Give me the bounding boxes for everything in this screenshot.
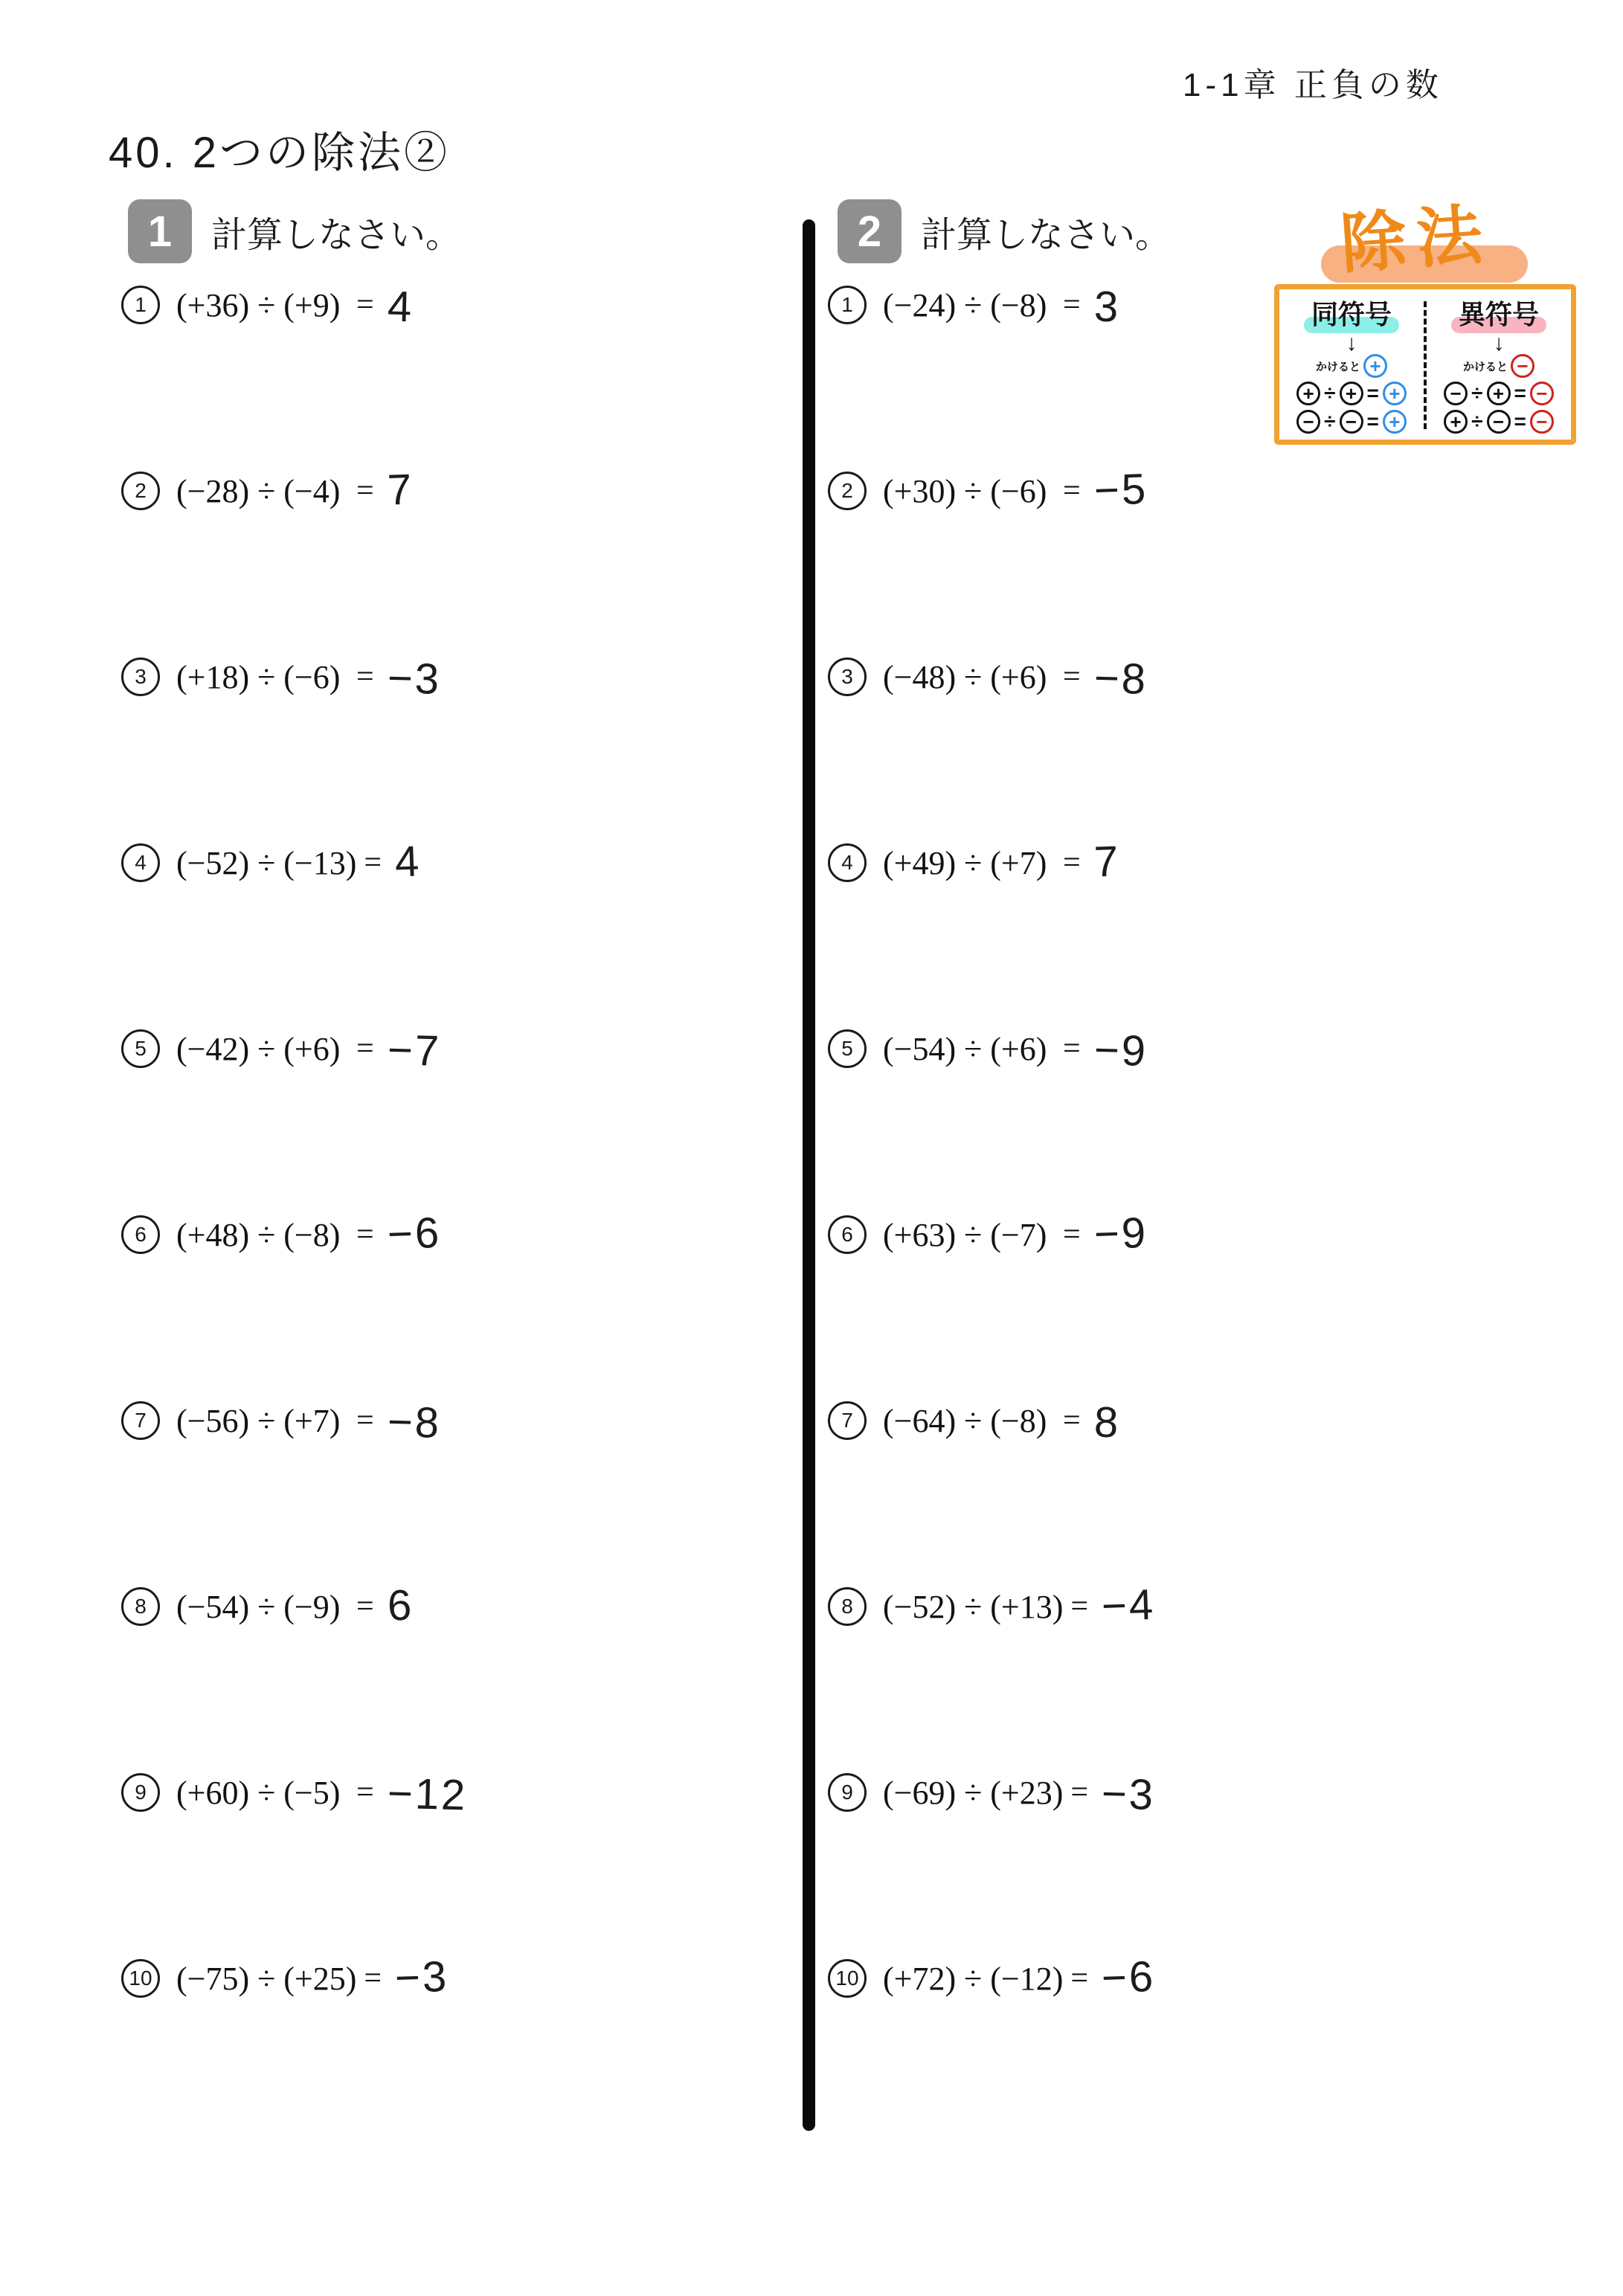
- handwritten-answer: −7: [386, 1025, 442, 1075]
- problem-number: 1: [828, 286, 867, 324]
- same-sign-column: [1279, 289, 1424, 440]
- section-2-badge: 2: [838, 199, 902, 263]
- arrow-down-icon: ↓: [1493, 331, 1505, 356]
- problem-number: 4: [828, 843, 867, 882]
- problem-number: 9: [828, 1773, 867, 1812]
- plus-circle-icon: +: [1383, 410, 1407, 434]
- chapter-header: 1-1章 正負の数: [1183, 67, 1443, 103]
- minus-circle-icon: −: [1530, 382, 1554, 405]
- problem-row-1-3: [121, 646, 441, 708]
- problem-expression: (−64) ÷ (−8): [883, 1402, 1047, 1439]
- kakeru-label: かけると: [1462, 360, 1508, 373]
- problem-expression: (+36) ÷ (+9): [176, 286, 341, 324]
- handwritten-answer: −4: [1100, 1580, 1157, 1630]
- equals-sign: =: [364, 1961, 382, 1996]
- problem-row-2-8: [828, 1575, 1155, 1638]
- minus-circle-icon: −: [1487, 410, 1511, 434]
- problem-row-2-9: [828, 1761, 1155, 1824]
- problem-row-1-9: [121, 1761, 467, 1824]
- problem-number: 6: [121, 1215, 160, 1254]
- handwritten-answer: −8: [386, 1397, 442, 1447]
- diff-sign-result: [1463, 354, 1534, 378]
- problem-expression: (−52) ÷ (+13): [883, 1588, 1064, 1625]
- division-rule-box: [1274, 284, 1576, 445]
- problem-expression: (+60) ÷ (−5): [176, 1774, 341, 1811]
- minus-circle-icon: −: [1511, 354, 1534, 378]
- handwritten-answer: 6: [386, 1580, 415, 1630]
- diff-sign-column: [1427, 289, 1571, 440]
- minus-circle-icon: −: [1444, 382, 1468, 405]
- section-1-header: [128, 199, 461, 263]
- problem-expression: (−75) ÷ (+25): [176, 1960, 357, 1997]
- tip-title: 除法: [1338, 196, 1495, 281]
- equals-sign: =: [1063, 846, 1081, 880]
- problem-number: 10: [828, 1959, 867, 1998]
- diff-sign-heading: [1454, 294, 1543, 332]
- problem-number: 6: [828, 1215, 867, 1254]
- plus-circle-icon: +: [1340, 382, 1363, 405]
- handwritten-answer: −9: [1093, 1208, 1148, 1258]
- divide-sign: ÷: [1471, 410, 1483, 433]
- same-sign-result: [1316, 354, 1387, 378]
- handwritten-answer: −3: [386, 653, 442, 704]
- problem-expression: (−54) ÷ (−9): [176, 1588, 341, 1625]
- problem-number: 10: [121, 1959, 160, 1998]
- equals-sign: =: [1063, 288, 1081, 322]
- page-title: 40. 2つの除法②: [109, 129, 450, 177]
- divide-sign: ÷: [1324, 382, 1336, 405]
- same-sign-rule-1: [1296, 382, 1407, 405]
- equals-sign: =: [356, 1218, 374, 1252]
- problem-row-2-6: [828, 1203, 1148, 1266]
- kakeru-label: かけると: [1315, 360, 1360, 373]
- plus-circle-icon: +: [1296, 382, 1320, 405]
- problem-row-1-5: [121, 1017, 441, 1080]
- plus-circle-icon: +: [1363, 354, 1387, 378]
- problem-expression: (+18) ÷ (−6): [176, 658, 341, 695]
- equals-sign: =: [356, 1032, 374, 1066]
- problem-row-1-8: [121, 1575, 414, 1638]
- handwritten-answer: 4: [386, 282, 414, 331]
- problem-number: 9: [121, 1773, 160, 1812]
- handwritten-answer: −6: [386, 1208, 442, 1258]
- equals-sign: =: [1070, 1589, 1089, 1624]
- equals-sign: =: [1366, 410, 1379, 433]
- problem-expression: (+30) ÷ (−6): [883, 472, 1047, 509]
- problem-expression: (−56) ÷ (+7): [176, 1402, 341, 1439]
- handwritten-answer: 7: [1093, 836, 1122, 887]
- problem-row-1-10: [121, 1947, 449, 2010]
- problem-row-1-6: [121, 1203, 441, 1266]
- problem-number: 5: [828, 1029, 867, 1068]
- same-sign-heading: [1307, 294, 1396, 332]
- problem-number: 7: [828, 1401, 867, 1440]
- divide-sign: ÷: [1471, 382, 1483, 405]
- divide-sign: ÷: [1324, 410, 1336, 433]
- diff-sign-rule-2: [1444, 410, 1554, 434]
- diff-sign-rule-1: [1444, 382, 1554, 405]
- problem-row-2-4: [828, 832, 1120, 894]
- handwritten-answer: −3: [393, 1952, 450, 2002]
- equals-sign: =: [1063, 1403, 1081, 1438]
- minus-circle-icon: −: [1530, 410, 1554, 434]
- handwritten-answer: 4: [393, 836, 422, 887]
- problem-row-2-2: [828, 460, 1148, 522]
- problem-expression: (+72) ÷ (−12): [883, 1960, 1064, 1997]
- problem-number: 7: [121, 1401, 160, 1440]
- handwritten-answer: −6: [1100, 1952, 1157, 2002]
- handwritten-answer: −8: [1093, 653, 1148, 704]
- equals-sign: =: [356, 660, 374, 694]
- equals-sign: =: [1366, 382, 1379, 405]
- plus-circle-icon: +: [1383, 382, 1407, 405]
- problem-expression: (−48) ÷ (+6): [883, 658, 1047, 695]
- problem-expression: (−54) ÷ (+6): [883, 1030, 1047, 1067]
- problem-number: 4: [121, 843, 160, 882]
- problem-number: 1: [121, 286, 160, 324]
- problem-expression: (+49) ÷ (+7): [883, 844, 1047, 881]
- minus-circle-icon: −: [1340, 410, 1363, 434]
- handwritten-answer: 7: [386, 464, 415, 515]
- equals-sign: =: [364, 846, 382, 880]
- problem-number: 2: [121, 472, 160, 510]
- problem-number: 8: [121, 1587, 160, 1626]
- equals-sign: =: [356, 1775, 374, 1810]
- equals-sign: =: [1070, 1961, 1089, 1996]
- handwritten-answer: 3: [1093, 282, 1121, 331]
- diff-sign-heading-label: 異符号: [1458, 299, 1539, 329]
- section-1-instruction: 計算しなさい。: [211, 215, 462, 255]
- problem-expression: (−24) ÷ (−8): [883, 286, 1047, 324]
- problem-expression: (−52) ÷ (−13): [176, 844, 357, 881]
- equals-sign: =: [1063, 1032, 1081, 1066]
- problem-number: 5: [121, 1029, 160, 1068]
- equals-sign: =: [1063, 1218, 1081, 1252]
- section-1-badge: 1: [128, 199, 192, 263]
- equals-sign: =: [1514, 410, 1526, 433]
- problem-expression: (−69) ÷ (+23): [883, 1774, 1064, 1811]
- section-2-header: [838, 199, 1171, 263]
- same-sign-rule-2: [1296, 410, 1407, 434]
- column-divider: [803, 219, 815, 2131]
- handwritten-answer: 8: [1093, 1398, 1121, 1447]
- problem-row-1-4: [121, 832, 421, 894]
- problem-number: 3: [121, 657, 160, 696]
- problem-expression: (+63) ÷ (−7): [883, 1216, 1047, 1253]
- equals-sign: =: [1514, 382, 1526, 405]
- equals-sign: =: [356, 474, 374, 508]
- handwritten-answer: −5: [1093, 464, 1148, 515]
- equals-sign: =: [356, 1403, 374, 1438]
- equals-sign: =: [356, 1589, 374, 1624]
- arrow-down-icon: ↓: [1346, 331, 1357, 356]
- problem-expression: (−42) ÷ (+6): [176, 1030, 341, 1067]
- handwritten-answer: −3: [1101, 1769, 1157, 1819]
- problem-row-1-1: [121, 274, 414, 336]
- plus-circle-icon: +: [1487, 382, 1511, 405]
- problem-expression: (−28) ÷ (−4): [176, 472, 341, 509]
- problem-row-1-7: [121, 1389, 441, 1452]
- problem-expression: (+48) ÷ (−8): [176, 1216, 341, 1253]
- minus-circle-icon: −: [1296, 410, 1320, 434]
- problem-row-2-3: [828, 646, 1148, 708]
- problem-row-2-7: [828, 1389, 1120, 1452]
- equals-sign: =: [1063, 474, 1081, 508]
- problem-row-2-5: [828, 1017, 1148, 1080]
- plus-circle-icon: +: [1444, 410, 1468, 434]
- problem-number: 8: [828, 1587, 867, 1626]
- same-sign-heading-label: 同符号: [1311, 299, 1392, 329]
- problem-row-1-2: [121, 460, 414, 522]
- handwritten-answer: −12: [386, 1769, 468, 1819]
- problem-row-2-10: [828, 1947, 1155, 2010]
- problem-number: 3: [828, 657, 867, 696]
- problem-number: 2: [828, 472, 867, 510]
- section-2-instruction: 計算しなさい。: [921, 215, 1172, 255]
- handwritten-answer: −9: [1093, 1025, 1148, 1075]
- equals-sign: =: [1070, 1775, 1089, 1810]
- problem-row-2-1: [828, 274, 1120, 336]
- equals-sign: =: [356, 288, 374, 322]
- equals-sign: =: [1063, 660, 1081, 694]
